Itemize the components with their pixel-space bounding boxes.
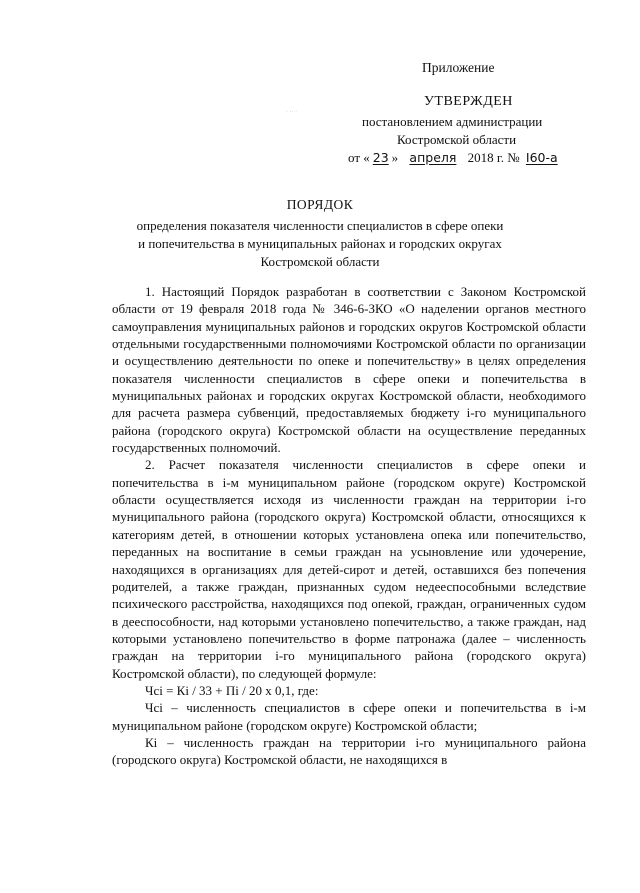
date-month: апреля <box>409 150 457 165</box>
scan-speck: · ·· · <box>286 109 297 115</box>
date-year: 2018 г. № <box>467 150 520 165</box>
document-title: ПОРЯДОК <box>286 197 354 212</box>
appendix-label: Приложение <box>422 60 495 75</box>
approved-heading: УТВЕРЖДЕН <box>424 94 513 109</box>
document-number: I60-а <box>525 150 558 165</box>
definition-ki: Кi – численность граждан на территории i-го муниципального района (городского округа) Костромской области, не находящихся в <box>112 734 586 768</box>
approval-date-line <box>348 150 561 166</box>
definition-chsi: Чсi – численность специалистов в сфере опеки и попечительства в i-м муниципальном районе (городском округе) Костромской области; <box>112 700 586 733</box>
date-mid: » <box>391 150 399 165</box>
subtitle-line-1: определения показателя численности специалистов в сфере опеки <box>136 218 504 233</box>
approved-by-line: постановлением администрации <box>362 114 543 129</box>
formula-line: Чсi = Кi / 33 + Пi / 20 х 0,1, где: <box>145 682 319 698</box>
date-day: 23 <box>372 150 389 165</box>
date-prefix: от « <box>348 150 370 165</box>
paragraph-2: 2. Расчет показателя численности специалистов в сфере опеки и попечительства в i-м муниципальном районе (городском округе) Костромской области осуществляется исходя из численности граждан на территории i-го муниципального района (городского округа) Костромской области, относящихся к категориям детей, в отношении которых установлена опека или попечительство, переданных на воспитание в семьи граждан на усыновление или удочерение, находящихся в организациях для детей-сирот и детей, оставшихся без попечения родителей, а также граждан, признанных судом недееспособными вследствие психического расстройства, находящихся под опекой, граждан, ограниченных судом в дееспособности, над которыми установлено попечительство, а также граждан, над которыми установлено попечительство в форме патронажа (далее – численность граждан на территории i-го муниципального района (городского округа) Костромской области), по следующей формуле: <box>112 457 586 681</box>
region-line: Костромской области <box>397 132 517 147</box>
subtitle-line-2: и попечительства в муниципальных районах и городских округах <box>138 236 502 251</box>
subtitle-line-3: Костромской области <box>260 254 380 269</box>
document-body <box>112 283 586 769</box>
paragraph-1: 1. Настоящий Порядок разработан в соответствии с Законом Костромской области от 19 февраля 2018 года № 346-6-ЗКО «О наделении органов местного самоуправления муниципальных районов и городских округов Костромской области отдельными государственными полномочиями Костромской области по организации и осуществлению деятельности по опеке и попечительству» в целях определения показателя численности специалистов в сфере опеки и попечительства в муниципальных районах и городских округах Костромской области, необходимого для расчета размера субвенций, предоставляемых бюджету i-го муниципального района (городского округа) Костромской области на осуществление переданных государственных полномочий. <box>112 284 586 456</box>
